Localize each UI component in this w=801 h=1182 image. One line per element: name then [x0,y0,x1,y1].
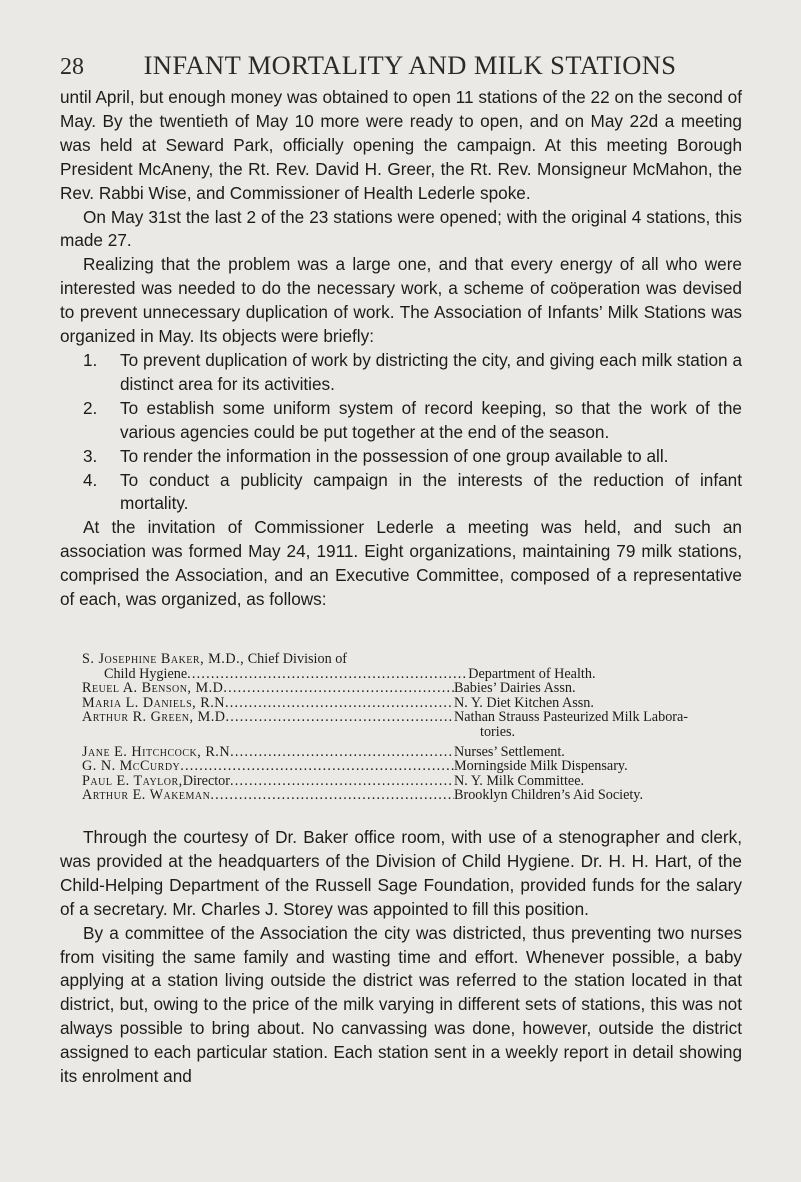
list-item [60,397,742,445]
paragraph-headquarters: Through the courtesy of Dr. Baker office room, with use of a stenographer and clerk, was provided at the headquarters of the Division of Child Hygiene. Dr. H. H. Hart, of the Child-Helping Department of the Russell Sage Foundation, provided funds for the salary of a secretary. Mr. Charles J. Storey was appointed to fill this position. [60,827,742,919]
committee-member-name: Paul E. Taylor, [82,773,183,789]
committee-row [82,710,762,739]
leader-dots [230,774,454,789]
committee-row [82,759,762,774]
list-item [60,445,742,469]
leader-dots [187,667,468,682]
committee-member-name: Arthur R. Green, M.D [82,710,226,725]
committee-member-name: Arthur E. Wakeman [82,788,211,803]
committee-member-role: Director [182,773,231,789]
running-head: INFANT MORTALITY AND MILK STATIONS [143,50,677,80]
list-item-number: 1. [83,349,98,370]
leader-dots [225,696,454,711]
leader-dots [223,681,454,696]
committee-member-name: Jane E. Hitchcock, R.N [82,744,231,760]
paragraph-seward-park: until April, but enough money was obtained to open 11 stations of the 22 on the second of May. By the twentieth of May 10 more were ready to open, and on May 22d a meeting was held at Seward Park, officially opening the campaign. At this meeting Borough President McAneny, the Rt. Rev. David H. Greer, the Rt. Rev. Monsigneur McMahon, the Rev. Rabbi Wise, and Commissioner of Health Lederle spoke. [60,87,742,203]
committee-member-organization: N. Y. Milk Committee. [454,772,585,789]
body-text-upper [60,86,742,612]
list-item-text: To prevent duplication of work by districting the city, and giving each milk station a distinct area for its activities. [120,349,742,394]
committee-member-organization: N. Y. Diet Kitchen Assn. [454,694,594,711]
list-item-text: To establish some uniform system of record keeping, so that the work of the various agencies could be put together at the end of the season. [120,397,742,442]
objectives-list [60,349,742,516]
committee-row [82,745,762,760]
committee-roster [82,652,762,803]
committee-row [82,788,762,803]
list-item-number: 4. [83,469,98,490]
leader-dots [226,710,455,725]
committee-chair-title-cont: Child Hygiene [104,666,188,682]
committee-row [82,774,762,789]
list-item [60,469,742,517]
list-item-number: 2. [83,397,98,418]
committee-member-organization: Babies’ Dairies Assn. [454,680,576,697]
paragraph-association-formed: Realizing that the problem was a large one, and that every energy of all who were interested was needed to do the necessary work, a scheme of coöperation was devised to prevent unnecessary duplication of work. The Association of Infants’ Milk Stations was organized in May. Its objects were briefly: [60,254,742,347]
committee-member-name: S. Josephine Baker, M.D., [82,651,245,667]
committee-member-name: Reuel A. Benson, M.D [82,681,224,696]
body-text-lower [60,826,742,1089]
page-header [60,44,760,84]
list-item-text: To conduct a publicity campaign in the interests of the reduction of infant mortality. [120,469,742,514]
committee-row [82,696,762,711]
paragraph-executive-committee: At the invitation of Commissioner Lederle a meeting was held, and such an association was formed May 24, 1911. Eight organizations, maintaining 79 milk stations, comprised the Association, and an Executive Committee, composed of a representative of each, was organized, as follows: [60,517,742,610]
list-item-text: To render the information in the possession of one group available to all. [120,445,669,466]
list-item-number: 3. [83,445,98,466]
committee-member-organization: Nathan Strauss Pasteurized Milk Labora- [454,709,689,726]
paragraph-may-31st: On May 31st the last 2 of the 23 stations were opened; with the original 4 stations, this made 27. [60,206,742,251]
committee-member-organization-cont: tories. [480,723,516,740]
list-item [60,349,742,397]
committee-row [82,667,762,682]
page-number: 28 [60,54,84,80]
committee-member-name: Maria L. Daniels, R.N [82,695,226,711]
committee-member-organization: Department of Health. [468,665,596,682]
committee-member-organization: Nurses’ Settlement. [454,743,565,760]
committee-chair [82,652,762,667]
committee-member-organization: Morningside Milk Dispensary. [454,758,628,775]
leader-dots [180,759,454,774]
paragraph-districting: By a committee of the Association the city was districted, thus preventing two nurses from visiting the same family and wasting time and effort. Whenever possible, a baby applying at a station living outside the district was referred to the station located in that district, but, owing to the price of the milk varying in different sets of stations, this was not always possible to bring about. No canvassing was done, however, outside the district assigned to each particular station. Each station sent in a weekly report in detail showing its enrolment and [60,922,742,1087]
leader-dots [210,788,454,803]
committee-chair-title: Chief Division of [244,651,348,667]
committee-row [82,681,762,696]
committee-member-organization: Brooklyn Children’s Aid Society. [454,787,644,804]
leader-dots [230,745,454,760]
committee-member-name: G. N. McCurdy [82,759,181,774]
